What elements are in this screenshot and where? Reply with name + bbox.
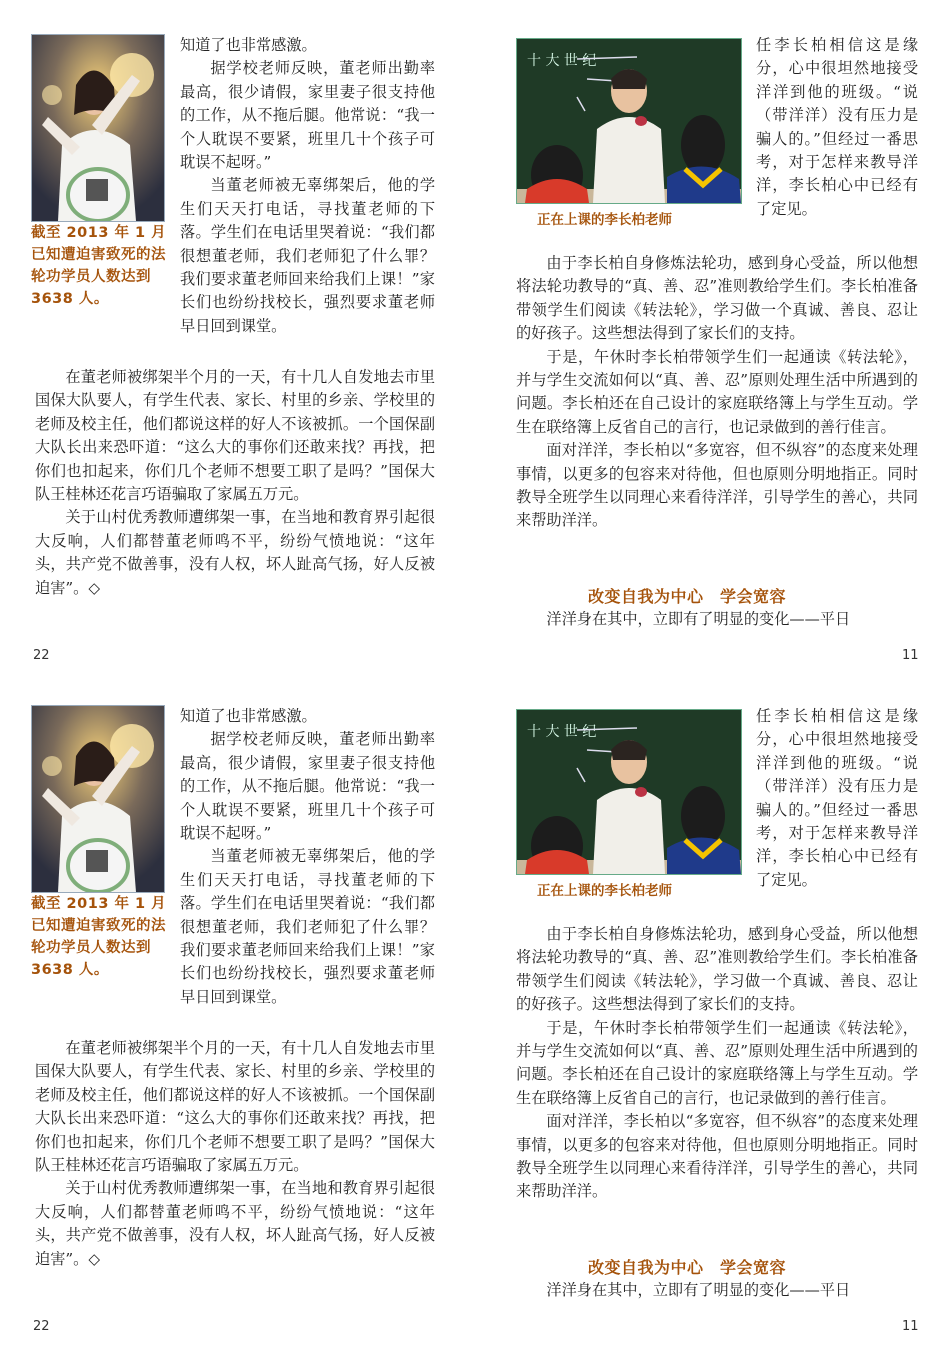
vigil-photo: [31, 705, 165, 893]
side-column: [756, 34, 918, 221]
body-text: [516, 923, 918, 1204]
paragraph: 于是，午休时李长柏带领学生们一起通读《转法轮》，并与学生交流如何以“真、善、忍”原则处理生活中所遇到的问题。李长柏还在自己设计的家庭联络簿上与学生互动。学生在联络簿上反省自己的言行，也记录做到的善行佳言。: [516, 1018, 918, 1107]
paragraph: 知道了也非常感激。: [180, 36, 317, 54]
page-number: 11: [902, 648, 919, 663]
body-text: [35, 366, 435, 600]
paragraph: 由于李长柏自身修炼法轮功，感到身心受益，所以他想将法轮功教导的“真、善、忍”准则教给学生们。李长柏准备带领学生们阅读《转法轮》，学习做一个真诚、善良、忍让的好孩子。这些想法得到了家长们的支持。: [516, 254, 918, 343]
body-text: [516, 252, 918, 533]
paragraph: 由于李长柏自身修炼法轮功，感到身心受益，所以他想将法轮功教导的“真、善、忍”准则教给学生们。李长柏准备带领学生们阅读《转法轮》，学习做一个真诚、善良、忍让的好孩子。这些想法得到了家长们的支持。: [516, 925, 918, 1014]
classroom-photo: [516, 709, 742, 875]
spread-bottom: [0, 673, 950, 1345]
photo-caption: 正在上课的李长柏老师: [537, 883, 672, 899]
paragraph: 面对洋洋，李长柏以“多宽容，但不纵容”的态度来处理事情，以更多的包容来对待他，但也原则分明地指正。同时教导全班学生以同理心来看待洋洋，引导学生的善心，共同来帮助洋洋。: [516, 1112, 918, 1201]
paragraph: 于是，午休时李长柏带领学生们一起通读《转法轮》，并与学生交流如何以“真、善、忍”原则处理生活中所遇到的问题。李长柏还在自己设计的家庭联络簿上与学生互动。学生在联络簿上反省自己的言行，也记录做到的善行佳言。: [516, 347, 918, 436]
side-column: [180, 705, 435, 1009]
paragraph: 任李长柏相信这是缘分，心中很坦然地接受洋洋到他的班级。“说（带洋洋）没有压力是骗人的。”但经过一番思考，对于怎样来教导洋洋，李长柏心中已经有了定见。: [756, 36, 918, 218]
paragraph: 在董老师被绑架半个月的一天，有十几人自发地去市里国保大队要人，有学生代表、家长、村里的乡亲、学校里的老师及校主任，他们都说这样的好人不该被抓。一个国保副大队长出来恐吓道：“这么大的事你们还敢来找？再找，把你们也扣起来，你们几个老师不想要工职了是吗？”国保大队王桂林还花言巧语骗取了家属五万元。: [35, 1039, 435, 1175]
classroom-photo: [516, 38, 742, 204]
page-number: 11: [902, 1319, 919, 1334]
board-text: 十 大 世 纪: [527, 724, 597, 740]
body-text: [516, 608, 918, 631]
body-text: [35, 1037, 435, 1271]
side-column: [756, 705, 918, 892]
photo-caption: 正在上课的李长柏老师: [537, 212, 672, 228]
paragraph: 洋洋身在其中，立即有了明显的变化——平日: [546, 1281, 851, 1299]
page-left: [0, 673, 475, 1345]
paragraph: 在董老师被绑架半个月的一天，有十几人自发地去市里国保大队要人，有学生代表、家长、村里的乡亲、学校里的老师及校主任，他们都说这样的好人不该被抓。一个国保副大队长出来恐吓道：“这么大的事你们还敢来找？再找，把你们也扣起来，你们几个老师不想要工职了是吗？”国保大队王桂林还花言巧语骗取了家属五万元。: [35, 368, 435, 504]
vigil-photo: [31, 34, 165, 222]
paragraph: 当董老师被无辜绑架后，他的学生们天天打电话，寻找董老师的下落。学生们在电话里哭着说：“我们都很想董老师，我们老师犯了什么罪？我们要求董老师回来给我们上课！”家长们也纷纷找校长，强烈要求董老师早日回到课堂。: [180, 847, 435, 1006]
page-right: [475, 673, 950, 1345]
paragraph: 据学校老师反映，董老师出勤率最高，很少请假，家里妻子很支持他的工作，从不拖后腿。他常说：“我一个人耽误不要紧，班里几十个孩子可耽误不起呀。”: [180, 730, 435, 843]
page-right: [475, 0, 950, 672]
body-text: [516, 1279, 918, 1302]
photo-caption: 截至 2013 年 1 月已知遭迫害致死的法轮功学员人数达到 3638 人。: [31, 896, 167, 978]
side-column: [180, 34, 435, 382]
paragraph: 关于山村优秀教师遭绑架一事，在当地和教育界引起很大反响，人们都替董老师鸣不平，纷纷气愤地说：“这年头，共产党不做善事，没有人权，坏人趾高气扬，好人反被迫害”。◇: [35, 1179, 435, 1268]
photo-caption: 截至 2013 年 1 月已知遭迫害致死的法轮功学员人数达到 3638 人。: [31, 225, 167, 307]
page-number: 22: [33, 648, 50, 663]
paragraph: 洋洋身在其中，立即有了明显的变化——平日: [546, 610, 851, 628]
section-heading: 改变自我为中心 学会宽容: [588, 1258, 787, 1277]
board-text: 十 大 世 纪: [527, 53, 597, 69]
page-number: 22: [33, 1319, 50, 1334]
section-heading: 改变自我为中心 学会宽容: [588, 587, 787, 606]
paragraph: 任李长柏相信这是缘分，心中很坦然地接受洋洋到他的班级。“说（带洋洋）没有压力是骗人的。”但经过一番思考，对于怎样来教导洋洋，李长柏心中已经有了定见。: [756, 707, 918, 889]
paragraph: 面对洋洋，李长柏以“多宽容，但不纵容”的态度来处理事情，以更多的包容来对待他，但也原则分明地指正。同时教导全班学生以同理心来看待洋洋，引导学生的善心，共同来帮助洋洋。: [516, 441, 918, 530]
paragraph: 关于山村优秀教师遭绑架一事，在当地和教育界引起很大反响，人们都替董老师鸣不平，纷纷气愤地说：“这年头，共产党不做善事，没有人权，坏人趾高气扬，好人反被迫害”。◇: [35, 508, 435, 597]
paragraph: 知道了也非常感激。: [180, 707, 317, 725]
page-left: [0, 0, 475, 672]
paragraph: 当董老师被无辜绑架后，他的学生们天天打电话，寻找董老师的下落。学生们在电话里哭着说：“我们都很想董老师，我们老师犯了什么罪？我们要求董老师回来给我们上课！”家长们也纷纷找校长，强烈要求董老师早日回到课堂。: [180, 176, 435, 335]
spread-top: [0, 0, 950, 672]
paragraph: 据学校老师反映，董老师出勤率最高，很少请假，家里妻子很支持他的工作，从不拖后腿。他常说：“我一个人耽误不要紧，班里几十个孩子可耽误不起呀。”: [180, 59, 435, 172]
